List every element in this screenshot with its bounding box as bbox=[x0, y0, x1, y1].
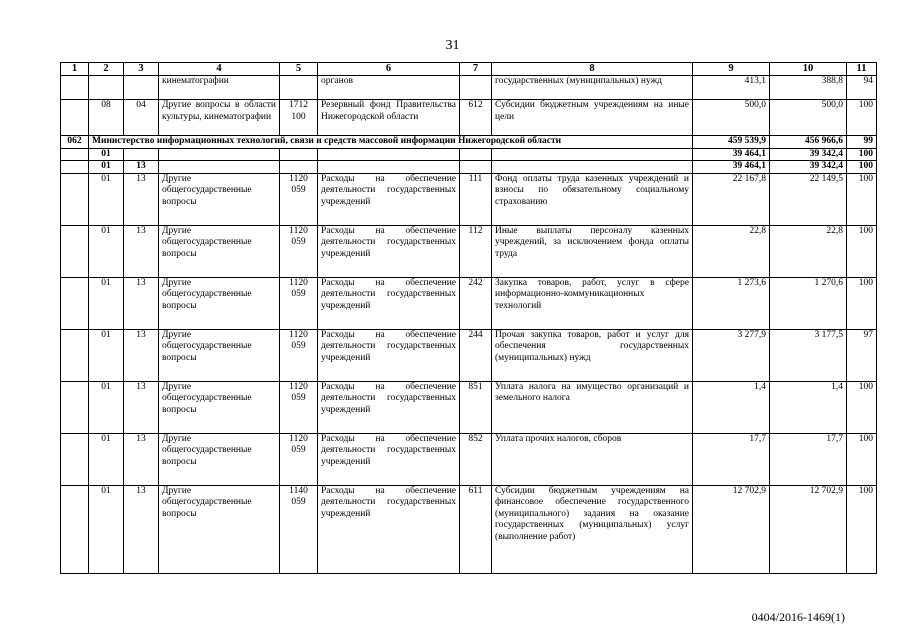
header-row bbox=[61, 63, 877, 76]
expense-description-cell: Уплата налога на имущество организаций и земельного налога bbox=[492, 381, 693, 433]
description-cell: Другие общегосударственные вопросы bbox=[159, 381, 280, 433]
header-cell: 9 bbox=[693, 63, 770, 76]
header-cell: 5 bbox=[280, 63, 318, 76]
subsection-cell: 13 bbox=[124, 381, 159, 433]
description-cell: Другие общегосударственные вопросы bbox=[159, 485, 280, 573]
amount-cell: 17,7 bbox=[770, 433, 847, 485]
amount-cell: 17,7 bbox=[693, 433, 770, 485]
table-cell bbox=[61, 148, 89, 161]
percent-cell: 100 bbox=[847, 433, 877, 485]
target-code-cell: 1120 059 bbox=[280, 433, 318, 485]
table-row bbox=[61, 433, 877, 485]
expense-type-cell: 612 bbox=[460, 100, 492, 136]
table-cell bbox=[61, 329, 89, 381]
expense-description-cell: Субсидии бюджетным учреждениям на финансовое обеспечение государственного (муниципального) задания на оказание государственных (муниципальных) услуг (выполнение работ) bbox=[492, 485, 693, 573]
table-cell bbox=[61, 381, 89, 433]
table-cell bbox=[61, 433, 89, 485]
expense-type-cell bbox=[460, 161, 492, 174]
page-number: 31 bbox=[445, 38, 460, 53]
subsection-cell: 13 bbox=[124, 173, 159, 225]
expense-description-cell: Фонд оплаты труда казенных учреждений и взносы по обязательному социальному страхованию bbox=[492, 173, 693, 225]
expense-type-cell: 611 bbox=[460, 485, 492, 573]
subsection-cell: 13 bbox=[124, 433, 159, 485]
table-row bbox=[61, 100, 877, 136]
target-code-cell: 1120 059 bbox=[280, 277, 318, 329]
section-cell: 01 bbox=[89, 148, 124, 161]
section-cell: 08 bbox=[89, 100, 124, 136]
amount-cell: 22 167,8 bbox=[693, 173, 770, 225]
percent-cell: 94 bbox=[847, 76, 877, 100]
amount-cell: 1,4 bbox=[770, 381, 847, 433]
section-cell: 01 bbox=[89, 277, 124, 329]
header-cell: 11 bbox=[847, 63, 877, 76]
subsection-cell: 13 bbox=[124, 329, 159, 381]
subsection-cell: 04 bbox=[124, 100, 159, 136]
expense-description-cell: Уплата прочих налогов, сборов bbox=[492, 433, 693, 485]
percent-cell: 100 bbox=[847, 381, 877, 433]
amount-cell: 1 270,6 bbox=[770, 277, 847, 329]
description-cell bbox=[159, 161, 280, 174]
subsection-cell bbox=[124, 148, 159, 161]
table-row bbox=[61, 161, 877, 174]
subsection-cell: 13 bbox=[124, 277, 159, 329]
amount-cell: 39 464,1 bbox=[693, 148, 770, 161]
percent-cell: 100 bbox=[847, 485, 877, 573]
table-cell bbox=[61, 161, 89, 174]
header-cell: 6 bbox=[318, 63, 460, 76]
percent-cell: 97 bbox=[847, 329, 877, 381]
expense-type-cell: 852 bbox=[460, 433, 492, 485]
table-row bbox=[61, 381, 877, 433]
amount-cell: 39 464,1 bbox=[693, 161, 770, 174]
expense-type-cell: 851 bbox=[460, 381, 492, 433]
program-cell: Расходы на обеспечение деятельности государственных учреждений bbox=[318, 381, 460, 433]
expense-type-cell: 242 bbox=[460, 277, 492, 329]
expense-description-cell: Закупка товаров, работ, услуг в сфере информационно-коммуникационных технологий bbox=[492, 277, 693, 329]
expense-description-cell: Иные выплаты персоналу казенных учреждений, за исключением фонда оплаты труда bbox=[492, 225, 693, 277]
section-cell: 01 bbox=[89, 381, 124, 433]
budget-table bbox=[60, 62, 877, 574]
description-cell: Другие общегосударственные вопросы bbox=[159, 433, 280, 485]
program-cell: Расходы на обеспечение деятельности государственных учреждений bbox=[318, 485, 460, 573]
section-cell: 01 bbox=[89, 225, 124, 277]
header-cell: 3 bbox=[124, 63, 159, 76]
table-cell bbox=[61, 100, 89, 136]
expense-description-cell bbox=[492, 161, 693, 174]
program-cell: Расходы на обеспечение деятельности государственных учреждений bbox=[318, 433, 460, 485]
table-cell bbox=[61, 485, 89, 573]
target-code-cell: 1712 100 bbox=[280, 100, 318, 136]
target-code-cell: 1120 059 bbox=[280, 225, 318, 277]
table-row bbox=[61, 173, 877, 225]
header-cell: 4 bbox=[159, 63, 280, 76]
target-code-cell: 1120 059 bbox=[280, 381, 318, 433]
table-cell bbox=[61, 225, 89, 277]
program-cell: Расходы на обеспечение деятельности государственных учреждений bbox=[318, 225, 460, 277]
expense-description-cell bbox=[492, 148, 693, 161]
section-cell: 01 bbox=[89, 329, 124, 381]
section-cell: 01 bbox=[89, 485, 124, 573]
section-cell: 01 bbox=[89, 433, 124, 485]
subsection-cell: 13 bbox=[124, 225, 159, 277]
description-cell: Другие общегосударственные вопросы bbox=[159, 277, 280, 329]
table-cell bbox=[61, 277, 89, 329]
program-cell: Расходы на обеспечение деятельности государственных учреждений bbox=[318, 329, 460, 381]
table-row bbox=[61, 225, 877, 277]
percent-cell: 100 bbox=[847, 225, 877, 277]
header-cell: 10 bbox=[770, 63, 847, 76]
amount-cell: 22,8 bbox=[770, 225, 847, 277]
table-row bbox=[61, 277, 877, 329]
program-cell bbox=[318, 161, 460, 174]
ministry-row bbox=[61, 136, 877, 149]
header-cell: 8 bbox=[492, 63, 693, 76]
table-row bbox=[61, 76, 877, 100]
target-code-cell bbox=[280, 148, 318, 161]
amount-cell: 22,8 bbox=[693, 225, 770, 277]
percent-cell: 100 bbox=[847, 161, 877, 174]
description-cell: Другие общегосударственные вопросы bbox=[159, 173, 280, 225]
amount-cell: 12 702,9 bbox=[693, 485, 770, 573]
program-cell: органов bbox=[318, 76, 460, 100]
percent-cell: 100 bbox=[847, 100, 877, 136]
percent-cell: 100 bbox=[847, 148, 877, 161]
expense-type-cell: 111 bbox=[460, 173, 492, 225]
amount-cell: 3 277,9 bbox=[693, 329, 770, 381]
program-cell bbox=[318, 148, 460, 161]
amount-cell: 459 539,9 bbox=[693, 136, 770, 149]
amount-cell: 388,8 bbox=[770, 76, 847, 100]
header-cell: 7 bbox=[460, 63, 492, 76]
subsection-cell: 13 bbox=[124, 485, 159, 573]
expense-type-cell: 244 bbox=[460, 329, 492, 381]
ministry-name-cell: Министерство информационных технологий, связи и средств массовой информации Нижегородской области bbox=[89, 136, 693, 149]
table-row bbox=[61, 148, 877, 161]
subsection-cell: 13 bbox=[124, 161, 159, 174]
description-cell: Другие вопросы в области культуры, кинематографии bbox=[159, 100, 280, 136]
expense-description-cell: государственных (муниципальных) нужд bbox=[492, 76, 693, 100]
target-code-cell: 1120 059 bbox=[280, 173, 318, 225]
description-cell: Другие общегосударственные вопросы bbox=[159, 225, 280, 277]
amount-cell: 1,4 bbox=[693, 381, 770, 433]
amount-cell: 22 149,5 bbox=[770, 173, 847, 225]
expense-type-cell bbox=[460, 76, 492, 100]
percent-cell: 99 bbox=[847, 136, 877, 149]
amount-cell: 3 177,5 bbox=[770, 329, 847, 381]
description-cell: Другие общегосударственные вопросы bbox=[159, 329, 280, 381]
subsection-cell bbox=[124, 76, 159, 100]
program-cell: Расходы на обеспечение деятельности государственных учреждений bbox=[318, 277, 460, 329]
table-cell bbox=[61, 76, 89, 100]
amount-cell: 1 273,6 bbox=[693, 277, 770, 329]
amount-cell: 500,0 bbox=[693, 100, 770, 136]
amount-cell: 39 342,4 bbox=[770, 161, 847, 174]
description-cell bbox=[159, 148, 280, 161]
expense-description-cell: Прочая закупка товаров, работ и услуг для обеспечения государственных (муниципальных) нужд bbox=[492, 329, 693, 381]
expense-description-cell: Субсидии бюджетным учреждениям на иные цели bbox=[492, 100, 693, 136]
amount-cell: 12 702,9 bbox=[770, 485, 847, 573]
section-cell bbox=[89, 76, 124, 100]
target-code-cell: 1120 059 bbox=[280, 329, 318, 381]
percent-cell: 100 bbox=[847, 173, 877, 225]
table-row bbox=[61, 485, 877, 573]
program-cell: Расходы на обеспечение деятельности государственных учреждений bbox=[318, 173, 460, 225]
section-cell: 01 bbox=[89, 161, 124, 174]
description-cell: кинематографии bbox=[159, 76, 280, 100]
amount-cell: 39 342,4 bbox=[770, 148, 847, 161]
target-code-cell bbox=[280, 161, 318, 174]
percent-cell: 100 bbox=[847, 277, 877, 329]
table-row bbox=[61, 329, 877, 381]
section-cell: 01 bbox=[89, 173, 124, 225]
expense-type-cell: 112 bbox=[460, 225, 492, 277]
target-code-cell bbox=[280, 76, 318, 100]
target-code-cell: 1140 059 bbox=[280, 485, 318, 573]
document-code: 0404/2016-1469(1) bbox=[751, 610, 845, 624]
header-cell: 1 bbox=[61, 63, 89, 76]
amount-cell: 413,1 bbox=[693, 76, 770, 100]
ministry-code-cell: 062 bbox=[61, 136, 89, 149]
amount-cell: 456 966,6 bbox=[770, 136, 847, 149]
amount-cell: 500,0 bbox=[770, 100, 847, 136]
table-cell bbox=[61, 173, 89, 225]
program-cell: Резервный фонд Правительства Нижегородской области bbox=[318, 100, 460, 136]
expense-type-cell bbox=[460, 148, 492, 161]
header-cell: 2 bbox=[89, 63, 124, 76]
